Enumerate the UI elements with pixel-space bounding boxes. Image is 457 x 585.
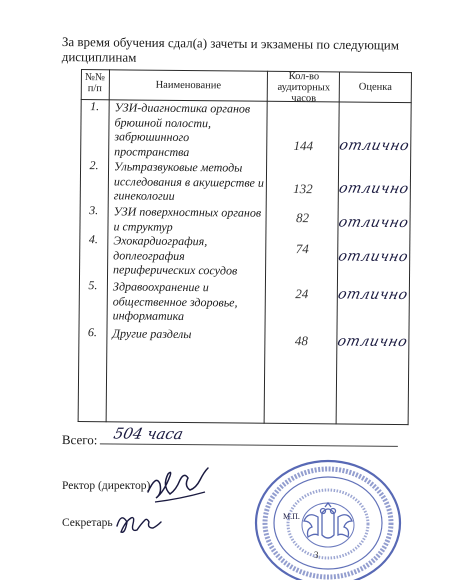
rector-label: Ректор (директор) [62, 480, 151, 492]
table-border-top [81, 69, 412, 73]
stamp-text-band [265, 469, 391, 577]
header-hours: Кол-во аудиторных часов [277, 70, 331, 105]
eagle-wing-right [338, 515, 352, 537]
eagle-wing-left [304, 515, 318, 537]
official-stamp [248, 455, 408, 580]
row-1-hours: 144 [293, 138, 314, 154]
total-value: 504 часа [111, 424, 185, 444]
row-5-name: Здравоохранение и общественное здоровье, информатика [112, 279, 238, 323]
row-4-grade: отлично [336, 248, 410, 266]
stamp-mark: М.П. [283, 512, 300, 521]
total-block [61, 424, 402, 448]
row-5-hours: 24 [295, 286, 309, 302]
page-heading: За время обучения сдал(а) зачеты и экзамены по следующим дисциплинам [61, 34, 400, 65]
secretary-signature [115, 508, 165, 540]
header-name: Наименование [155, 79, 222, 92]
row-6-grade: отлично [335, 333, 409, 351]
total-underline [100, 443, 398, 447]
row-6-name: Другие разделы [112, 326, 192, 342]
row-6-hours: 48 [294, 333, 308, 349]
row-3-num: 3. [89, 203, 99, 218]
row-4-name: Эхокардиография, доплеография периферических сосудов [113, 233, 238, 278]
row-4-num: 4. [88, 232, 98, 247]
rector-signature [145, 462, 215, 507]
header-num: №№ п/п [84, 72, 105, 95]
row-2-grade: отлично [337, 180, 411, 198]
page-number: 3 [314, 550, 319, 560]
row-1-grade: отлично [337, 137, 411, 155]
row-3-hours: 82 [296, 210, 310, 226]
row-5-grade: отлично [336, 286, 410, 304]
row-5-num: 5. [88, 278, 98, 293]
stamp-text-band-inner [288, 490, 368, 558]
row-3-name: УЗИ поверхностных органов и структур [113, 204, 262, 234]
eagle-crown [325, 503, 331, 507]
secretary-signature-stroke [117, 518, 161, 533]
row-2-num: 2. [89, 158, 99, 173]
row-1-num: 1. [90, 99, 100, 114]
row-3-grade: отлично [337, 214, 411, 232]
stamp-outer-ring [256, 461, 400, 580]
row-2-hours: 132 [293, 181, 313, 197]
secretary-label: Секретарь [62, 517, 113, 529]
rector-signature-underline [155, 492, 205, 502]
row-6-num: 6. [87, 325, 98, 340]
row-4-hours: 74 [295, 241, 309, 257]
header-grade: Оценка [358, 81, 392, 93]
disciplines-table [78, 69, 412, 425]
row-1-name: УЗИ-диагностика органов брюшной полости, забрюшинного пространства [114, 100, 251, 159]
row-2-name: Ультразвуковые методы исследования в акушерстве и гинекологии [113, 159, 264, 203]
total-label: Всего: [61, 431, 98, 448]
